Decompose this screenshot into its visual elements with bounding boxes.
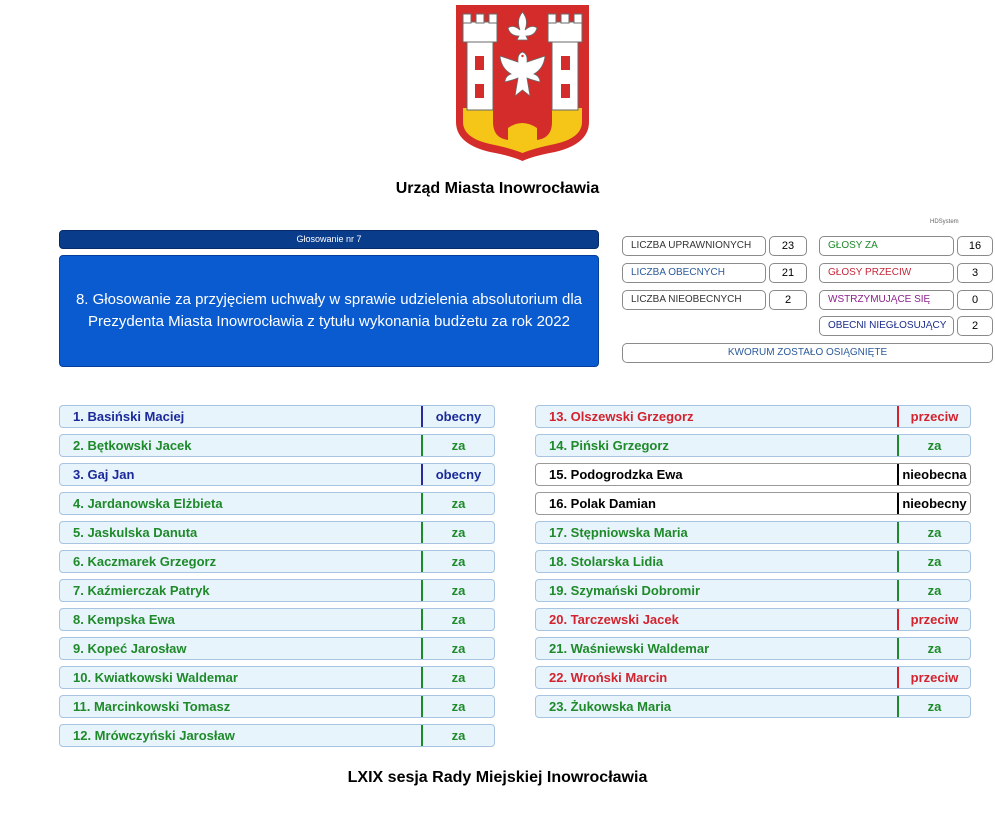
stat-entitled-label: LICZBA UPRAWNIONYCH bbox=[622, 236, 766, 256]
councillor-name: 8. Kempska Ewa bbox=[73, 612, 175, 627]
councillor-name: 6. Kaczmarek Grzegorz bbox=[73, 554, 217, 569]
stat-absent-value: 2 bbox=[769, 290, 807, 310]
councillor-row bbox=[59, 463, 495, 486]
councillor-status: za bbox=[927, 525, 942, 540]
councillor-status: za bbox=[927, 554, 942, 569]
councillor-status: za bbox=[927, 438, 942, 453]
councillor-status: za bbox=[927, 583, 942, 598]
councillor-status: za bbox=[451, 670, 466, 685]
councillor-name: 5. Jaskulska Danuta bbox=[73, 525, 198, 540]
city-title: Urząd Miasta Inowrocławia bbox=[395, 180, 600, 197]
stat-entitled-value: 23 bbox=[769, 236, 807, 256]
councillor-status: za bbox=[451, 438, 466, 453]
councillor-row bbox=[535, 550, 971, 573]
councillor-row bbox=[59, 637, 495, 660]
stat-against-label: GŁOSY PRZECIW bbox=[819, 263, 954, 283]
quorum-status: KWORUM ZOSTAŁO OSIĄGNIĘTE bbox=[622, 343, 993, 363]
councillor-name: 23. Żukowska Maria bbox=[549, 699, 672, 714]
councillor-status: za bbox=[451, 699, 466, 714]
councillor-status: nieobecna bbox=[902, 467, 967, 482]
councillor-row bbox=[535, 666, 971, 689]
councillor-row bbox=[59, 724, 495, 747]
councillor-row bbox=[59, 405, 495, 428]
vote-subject-panel bbox=[59, 255, 599, 367]
councillor-row bbox=[535, 492, 971, 515]
councillor-status: przeciw bbox=[910, 409, 959, 424]
councillor-name: 20. Tarczewski Jacek bbox=[549, 612, 679, 627]
stat-abstain-label: WSTRZYMUJĄCE SIĘ bbox=[819, 290, 954, 310]
councillor-row bbox=[59, 492, 495, 515]
stat-for-label: GŁOSY ZA bbox=[819, 236, 954, 256]
councillor-row bbox=[59, 666, 495, 689]
councillor-name: 18. Stolarska Lidia bbox=[549, 554, 664, 569]
councillor-status: za bbox=[451, 583, 466, 598]
councillor-row bbox=[59, 579, 495, 602]
councillor-row bbox=[535, 521, 971, 544]
councillor-row bbox=[535, 579, 971, 602]
councillor-row bbox=[59, 434, 495, 457]
councillor-name: 11. Marcinkowski Tomasz bbox=[73, 699, 231, 714]
councillor-name: 19. Szymański Dobromir bbox=[549, 583, 700, 598]
councillor-status: za bbox=[451, 612, 466, 627]
councillor-status: za bbox=[451, 728, 466, 743]
stat-abstain-value: 0 bbox=[957, 290, 993, 310]
councillor-row bbox=[59, 550, 495, 573]
councillor-name: 7. Kaźmierczak Patryk bbox=[73, 583, 210, 598]
stat-absent-label: LICZBA NIEOBECNYCH bbox=[622, 290, 766, 310]
councillor-row bbox=[59, 608, 495, 631]
councillor-name: 13. Olszewski Grzegorz bbox=[549, 409, 694, 424]
stat-present-value: 21 bbox=[769, 263, 807, 283]
councillor-row bbox=[535, 695, 971, 718]
vote-number-header: Głosowanie nr 7 bbox=[59, 230, 599, 249]
councillor-row bbox=[535, 637, 971, 660]
councillor-name: 21. Waśniewski Waldemar bbox=[549, 641, 710, 656]
councillor-name: 17. Stępniowska Maria bbox=[549, 525, 688, 540]
councillor-row bbox=[535, 405, 971, 428]
councillor-status: obecny bbox=[435, 467, 482, 482]
councillor-name: 3. Gaj Jan bbox=[73, 467, 135, 482]
stat-present-label: LICZBA OBECNYCH bbox=[622, 263, 766, 283]
stat-not-voting-label: OBECNI NIEGŁOSUJĄCY bbox=[819, 316, 954, 336]
session-title: LXIX sesja Rady Miejskiej Inowrocławia bbox=[347, 769, 648, 786]
stat-not-voting-value: 2 bbox=[957, 316, 993, 336]
councillor-name: 2. Bętkowski Jacek bbox=[73, 438, 192, 453]
councillor-status: przeciw bbox=[910, 670, 959, 685]
vote-subject-text: 8. Głosowanie za przyjęciem uchwały w sprawie udzielenia absolutorium dla Prezydenta Miasta Inowrocławia z tytułu wykonania budżetu za rok 2022 bbox=[75, 291, 583, 330]
councillor-name: 15. Podogrodzka Ewa bbox=[549, 467, 683, 482]
city-crest-icon bbox=[455, 4, 590, 162]
councillor-status: za bbox=[927, 641, 942, 656]
councillor-row bbox=[535, 434, 971, 457]
councillor-name: 1. Basiński Maciej bbox=[73, 409, 185, 424]
councillor-name: 9. Kopeć Jarosław bbox=[73, 641, 187, 656]
councillor-status: nieobecny bbox=[902, 496, 967, 511]
councillor-status: przeciw bbox=[910, 612, 959, 627]
vendor-label: HDSystem bbox=[930, 219, 959, 225]
councillor-status: za bbox=[927, 699, 942, 714]
councillor-name: 22. Wroński Marcin bbox=[549, 670, 668, 685]
councillor-status: za bbox=[451, 525, 466, 540]
councillor-status: za bbox=[451, 554, 466, 569]
stat-for-value: 16 bbox=[957, 236, 993, 256]
councillor-name: 16. Polak Damian bbox=[549, 496, 656, 511]
councillor-name: 12. Mrówczyński Jarosław bbox=[73, 728, 235, 743]
councillor-status: za bbox=[451, 496, 466, 511]
councillor-name: 10. Kwiatkowski Waldemar bbox=[73, 670, 238, 685]
councillor-name: 4. Jardanowska Elżbieta bbox=[73, 496, 223, 511]
councillor-row bbox=[535, 608, 971, 631]
councillor-row bbox=[59, 521, 495, 544]
councillor-name: 14. Piński Grzegorz bbox=[549, 438, 669, 453]
councillor-status: za bbox=[451, 641, 466, 656]
councillor-status: obecny bbox=[435, 409, 482, 424]
councillor-row bbox=[59, 695, 495, 718]
councillor-row bbox=[535, 463, 971, 486]
stat-against-value: 3 bbox=[957, 263, 993, 283]
